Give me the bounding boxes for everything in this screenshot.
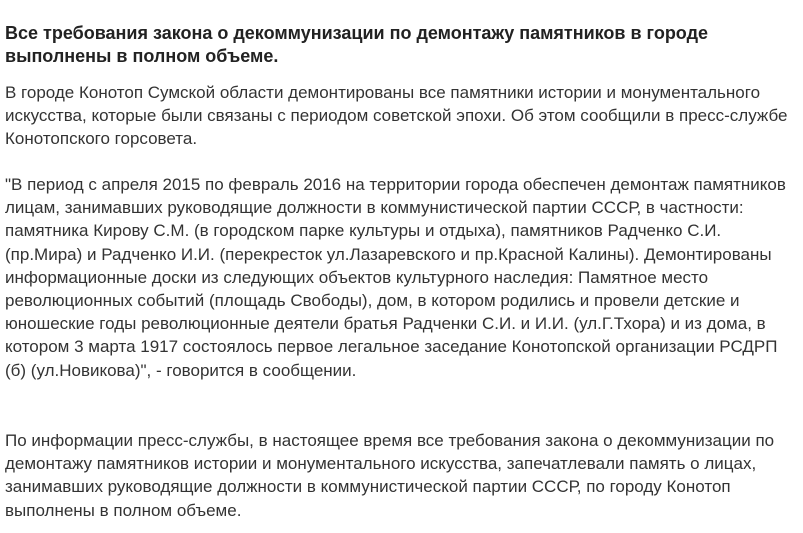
- article-paragraph-1: В городе Конотоп Сумской области демонтированы все памятники истории и монументального искусства, которые были связаны с периодом советской эпохи. Об этом сообщили в пресс-службе Конотопского горсовета.: [5, 83, 788, 149]
- article-paragraph-2: "В период с апреля 2015 по февраль 2016 на территории города обеспечен демонтаж памятников лицам, занимавших руководящие должности в коммунистической партии СССР, в частности: памятника Кирову С.М. (в городском парке культуры и отдыха), памятников Радченко С.И. (пр.Мира) и Радченко И.И. (перекресток ул.Лазаревского и пр.Красной Калины). Демонтированы информационные доски из следующих объектов культурного наследия: Памятное место революционных событий (площадь Свободы), дом, в котором родились и провели детские и юношеские годы революционные деятели братья Радченки С.И. и И.И. (ул.Г.Тхора) и из дома, в котором 3 марта 1917 состоялось первое легальное заседание Конотопской организации РСДРП (б) (ул.Новикова)", - говорится в сообщении.: [5, 175, 786, 380]
- cut-off-text-line: [0, 0, 803, 2]
- article-paragraph-3: По информации пресс-службы, в настоящее время все требования закона о декоммунизации по демонтажу памятников истории и монументального искусства, запечатлевали память о лицах, занимавших руководящие должности в коммунистической партии СССР, по городу Конотоп выполнены в полном объеме.: [5, 431, 775, 520]
- article-headline: Все требования закона о декоммунизации по демонтажу памятников в городе выполнены в полном объеме.: [5, 23, 709, 66]
